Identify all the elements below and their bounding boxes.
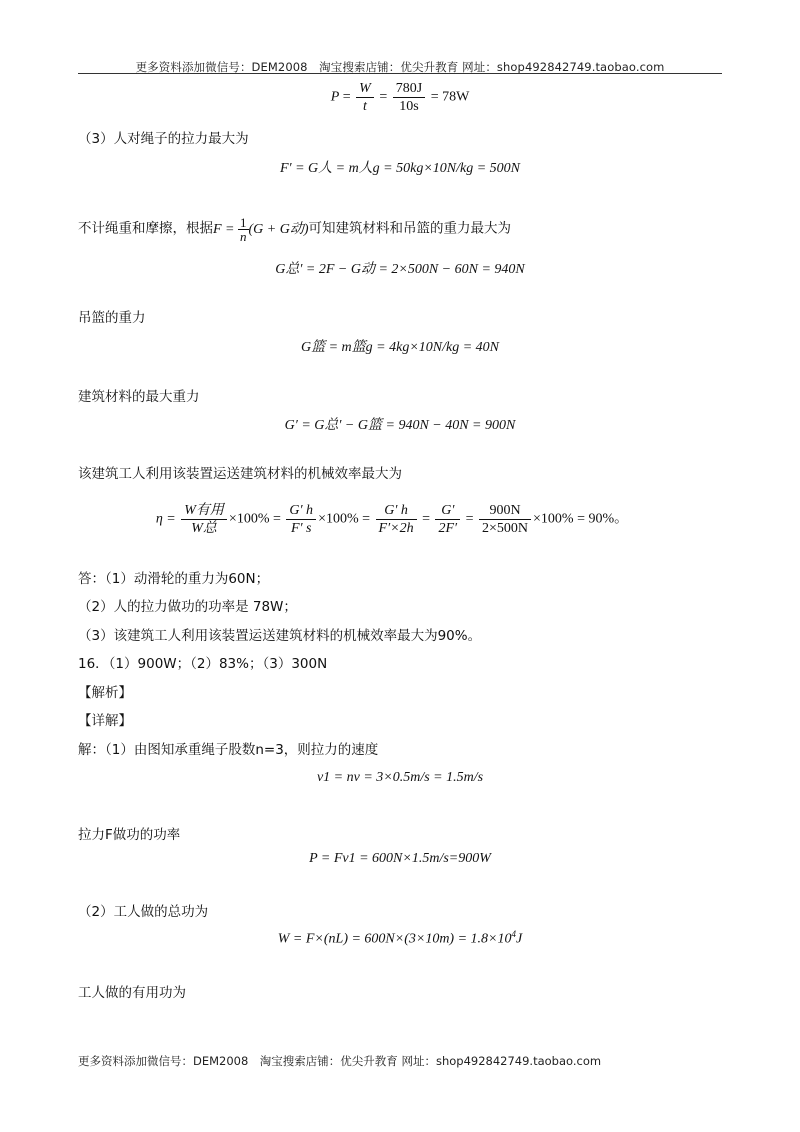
equation-max-force: F′ = G人 = m人g = 50kg×10N/kg = 500N [279, 161, 521, 176]
answer-line-2: （2）人的拉力做功的功率是 78W； [78, 599, 297, 615]
material-weight-label: 建筑材料的最大重力 [78, 389, 200, 405]
equation-total-work: $W = F\times(nL) = 600N\times(3\times 10m) = 1.8\times 10^4J$ [277, 929, 523, 947]
efficiency-label: 该建筑工人利用该装置运送建筑材料的机械效率最大为 [78, 466, 402, 482]
analysis-heading: 【解析】 [78, 685, 132, 701]
equation-pull-power: P = Fv1 = 600N×1.5m/s=900W [309, 851, 491, 866]
equation-material-weight: G′ = G总′ − G篮 = 940N − 40N = 900N [284, 418, 516, 433]
equation-rope-speed: v1 = nv = 3×0.5m/s = 1.5m/s [316, 770, 484, 785]
equation-total-weight: G总′ = 2F − G动 = 2×500N − 60N = 940N [275, 262, 525, 277]
answer-line-1: 答：（1）动滑轮的重力为60N； [78, 571, 270, 587]
useful-work-label: 工人做的有用功为 [78, 985, 186, 1001]
header-divider [78, 73, 722, 74]
equation-power-top: P = $\frac{W}{t}$ = $\frac{780J}{10s}$ = 78W [330, 81, 470, 114]
detail-heading: 【详解】 [78, 713, 132, 729]
solution-part1: 解：（1）由图知承重绳子股数n=3，则拉力的速度 [78, 742, 379, 758]
page-footer: 更多资料添加微信号：DEM2008 淘宝搜索店铺：优尖升教育 网址：shop492842749.taobao.com [78, 1054, 602, 1068]
pull-power-label: 拉力F做功的功率 [78, 827, 181, 843]
basket-weight-label: 吊篮的重力 [78, 310, 146, 326]
part3-label: （3）人对绳子的拉力最大为 [78, 131, 249, 147]
frictionless-paragraph: 不计绳重和摩擦，根据F = $\frac{1}{n}$ (G + G动)可知建筑材料和吊篮的重力最大为 [78, 215, 511, 244]
equation-efficiency: η = $\frac{\text{W有用}}{\text{W总}}$ ×100% = $\frac{G' h}{F' s}$ ×100% = $\frac{G' h}{F'\times 2h}$ = $\frac{G'}{2F'}$ = $\frac{900N}{2\times 500N}$ ×100% = 90%。 [155, 503, 629, 536]
equation-basket-weight: G篮 = m篮g = 4kg×10N/kg = 40N [300, 340, 499, 355]
page-header: 更多资料添加微信号：DEM2008 淘宝搜索店铺：优尖升教育 网址：shop492842749.taobao.com [135, 60, 665, 74]
total-work-label: （2）工人做的总功为 [78, 904, 209, 920]
question-16-answers: 16．（1）900W；（2）83%；（3）300N [78, 656, 328, 672]
answer-line-3: （3）该建筑工人利用该装置运送建筑材料的机械效率最大为90%。 [78, 628, 482, 644]
